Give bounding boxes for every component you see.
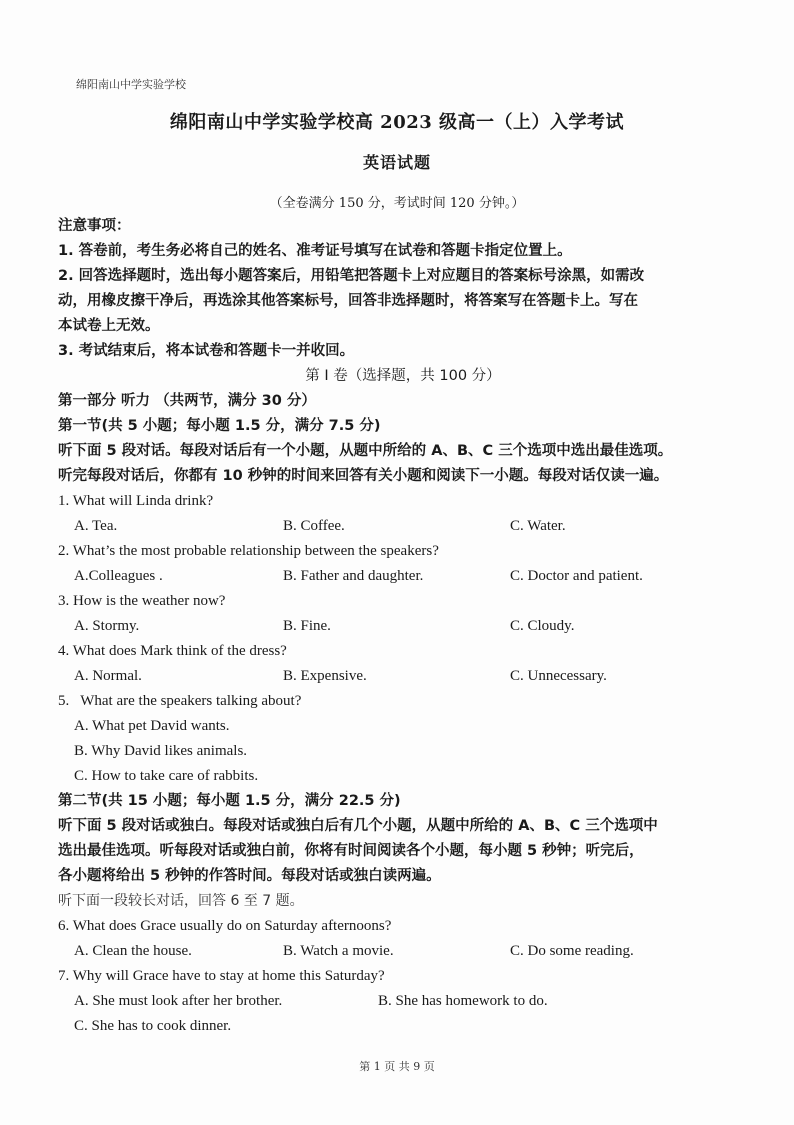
question-5-option-c: C. How to take care of rabbits. [74, 768, 259, 784]
question-2-option-a: A.Colleagues . [74, 568, 163, 584]
question-2-option-c: C. Doctor and patient. [510, 568, 643, 584]
question-6-option-c: C. Do some reading. [510, 943, 634, 959]
page-number: 第 1 页 共 9 页 [359, 1060, 435, 1073]
question-3-option-a: A. Stormy. [74, 618, 140, 634]
question-3-options [58, 614, 748, 639]
question-6-stem: 6. What does Grace usually do on Saturday afternoons? [58, 918, 392, 934]
question-7-stem: 7. Why will Grace have to stay at home this Saturday? [58, 968, 385, 984]
question-4-options [58, 664, 748, 689]
notice-item-2-line-1: 2. 回答选择题时，选出每小题答案后，用铅笔把答题卡上对应题目的答案标号涂黑，如需改 [58, 268, 645, 284]
part1-heading: 第一部分 听力 （共两节，满分 30 分） [58, 393, 316, 409]
section1-instruction-1: 听下面 5 段对话。每段对话后有一个小题，从题中所给的 A、B、C 三个选项中选出最佳选项。 [58, 443, 673, 459]
question-1-options [58, 514, 748, 539]
section2-heading: 第二节(共 15 小题；每小题 1.5 分，满分 22.5 分) [58, 793, 401, 809]
question-6-option-a: A. Clean the house. [74, 943, 192, 959]
question-1-option-b: B. Coffee. [283, 518, 345, 534]
question-1-option-a: A. Tea. [74, 518, 118, 534]
school-header: 绵阳南山中学实验学校 [76, 78, 186, 91]
question-1-option-c: C. Water. [510, 518, 566, 534]
question-5-stem: 5. What are the speakers talking about? [58, 693, 302, 709]
question-4-option-b: B. Expensive. [283, 668, 367, 684]
question-2-stem: 2. What’s the most probable relationship between the speakers? [58, 543, 439, 559]
section2-instruction-2: 选出最佳选项。听每段对话或独白前，你将有时间阅读各个小题，每小题 5 秒钟；听完后， [58, 843, 644, 859]
section2-instruction-1: 听下面 5 段对话或独白。每段对话或独白后有几个小题，从题中所给的 A、B、C 三个选项中 [58, 818, 658, 834]
notice-heading: 注意事项： [58, 218, 131, 234]
question-3-option-b: B. Fine. [283, 618, 331, 634]
question-7-options [58, 989, 748, 1014]
section1-instruction-2: 听完每段对话后，你都有 10 秒钟的时间来回答有关小题和阅读下一小题。每段对话仅读一遍。 [58, 468, 669, 484]
question-1-stem: 1. What will Linda drink? [58, 493, 214, 509]
volume-heading: 第 I 卷（选择题，共 100 分） [305, 368, 501, 384]
dialog-intro: 听下面一段较长对话，回答 6 至 7 题。 [58, 893, 304, 909]
question-2-options [58, 564, 748, 589]
section1-heading: 第一节(共 5 小题；每小题 1.5 分，满分 7.5 分) [58, 418, 381, 434]
question-5-option-b: B. Why David likes animals. [74, 743, 248, 759]
exam-title: 绵阳南山中学实验学校高 2023 级高一（上）入学考试 [169, 112, 625, 133]
question-7-option-a: A. She must look after her brother. [74, 993, 283, 1009]
question-7-option-c: C. She has to cook dinner. [74, 1018, 232, 1034]
notice-item-2-line-3: 本试卷上无效。 [58, 318, 160, 334]
question-4-option-a: A. Normal. [74, 668, 142, 684]
notice-item-2-line-2: 动，用橡皮擦干净后，再选涂其他答案标号，回答非选择题时，将答案写在答题卡上。写在 [58, 293, 638, 309]
question-7-option-b: B. She has homework to do. [378, 993, 548, 1009]
question-5-option-a: A. What pet David wants. [74, 718, 230, 734]
question-6-option-b: B. Watch a movie. [283, 943, 394, 959]
exam-content [58, 214, 748, 1039]
notice-item-3: 3. 考试结束后，将本试卷和答题卡一并收回。 [58, 343, 355, 359]
question-6-options [58, 939, 748, 964]
question-4-option-c: C. Unnecessary. [510, 668, 607, 684]
question-3-stem: 3. How is the weather now? [58, 593, 226, 609]
notice-item-1: 1. 答卷前，考生务必将自己的姓名、准考证号填写在试卷和答题卡指定位置上。 [58, 243, 572, 259]
exam-info: （全卷满分 150 分，考试时间 120 分钟。） [269, 196, 525, 211]
section2-instruction-3: 各小题将给出 5 秒钟的作答时间。每段对话或独白读两遍。 [58, 868, 441, 884]
question-4-stem: 4. What does Mark think of the dress? [58, 643, 287, 659]
question-3-option-c: C. Cloudy. [510, 618, 575, 634]
question-2-option-b: B. Father and daughter. [283, 568, 424, 584]
subject-title: 英语试题 [362, 153, 431, 172]
